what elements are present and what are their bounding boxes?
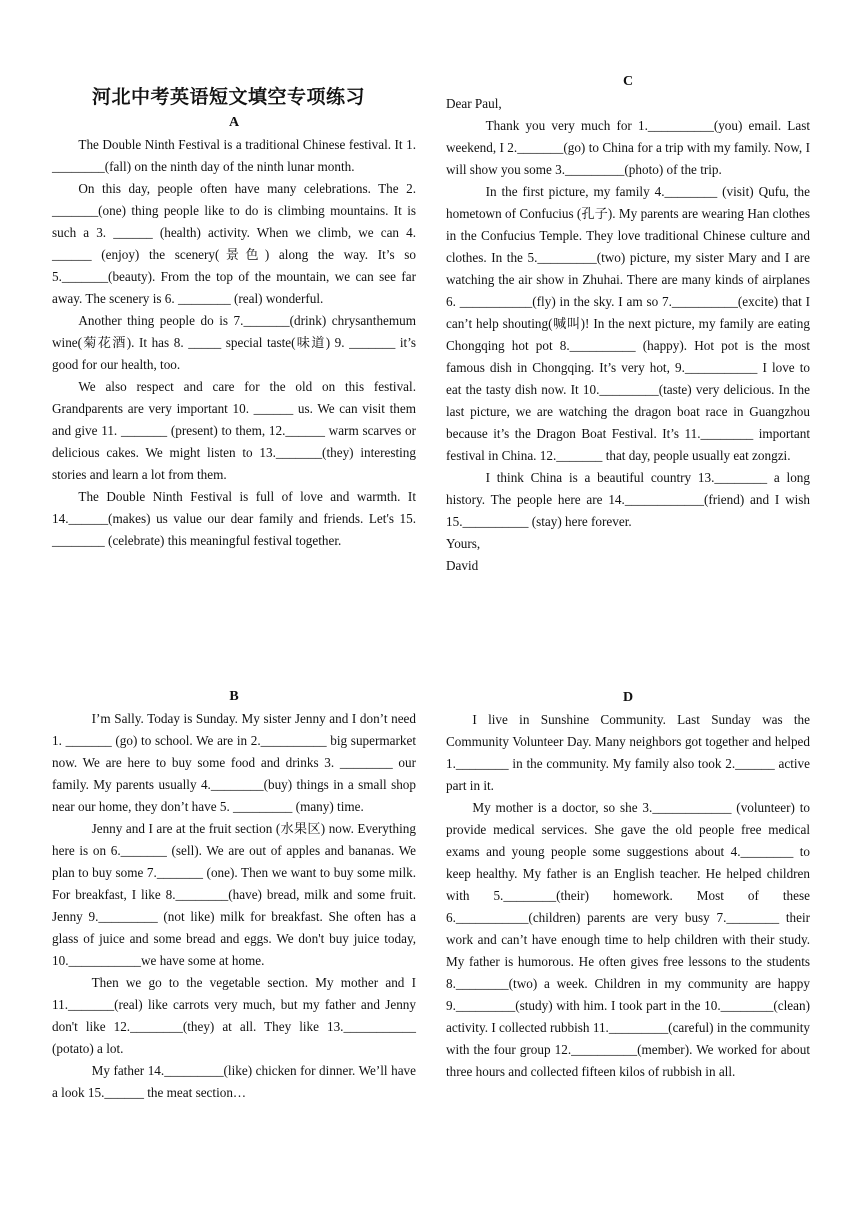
- letter-signature: David: [446, 558, 479, 573]
- section-c-heading: C: [622, 74, 634, 89]
- section-d-paragraph-2: My mother is a doctor, so she 3.____________ (volunteer) to provide medical services. She gave the old people free medical exams and young people some suggestions about 4.________ to keep healthy. My father is an English teacher. He helped children with 5.________(their) homework. Most of these 6.___________(children) parents are very busy 7.________ their work and can’t have enough time to help children with their study. My father is humorous. He often gives free lessons to the students 8.________(two) a week. Children in my community are happy 9._________(study) with him. I took part in the 10.________(clean) activity. I collected rubbish 11._________(careful) in the community with the four group 12.__________(member). We worked for about three hours and collected fifteen kilos of rubbish in all.: [446, 800, 810, 1079]
- section-a-paragraph-1: The Double Ninth Festival is a traditional Chinese festival. It 1. ________(fall) on the ninth day of the ninth lunar month.: [52, 137, 416, 174]
- section-b-paragraph-2: Jenny and I are at the fruit section (水果区) now. Everything here is on 6._______ (sell). We are out of apples and bananas. We plan to buy some 7._______ (one). Then we want to buy some milk. For breakfast, I like 8.________(have) bread, milk and some fruit. Jenny 9._________ (not like) milk for breakfast. She often has a glass of juice and some bread and eggs. We don't buy juice today, 10.___________we have some at home.: [52, 821, 416, 968]
- section-c-paragraph-2: In the first picture, my family 4.________ (visit) Qufu, the hometown of Confucius (孔子). My parents are wearing Han clothes in the Confucius Temple. They love traditional Chinese culture and clothes. In the 5._________(two) picture, my sister Mary and I are watching the air show in Zhuhai. There are many kinds of airplanes 6. ___________(fly) in the sky. I am so 7.__________(excite) that I can’t help shouting(喊叫)! In the next picture, my family are eating Chongqing hot pot 8.__________ (happy). Hot pot is the most famous dish in Chongqing. It’s very hot, 9.___________ I love to eat the tasty dish now. It 10._________(taste) very delicious. In the last picture, we are watching the dragon boat race in Guangzhou because it’s the Dragon Boat Festival. It’s 11.________ important festival in China. 12._______ that day, people usually eat zongzi.: [446, 184, 810, 463]
- section-c-paragraph-1: Thank you very much for 1.__________(you) email. Last weekend, I 2._______(go) to China for a trip with my family. Now, I will show you some 3._________(photo) of the trip.: [446, 118, 810, 177]
- section-b-heading: B: [229, 689, 239, 704]
- section-c: [446, 71, 810, 577]
- section-d-heading: D: [622, 690, 634, 705]
- section-b-paragraph-1: I’m Sally. Today is Sunday. My sister Jenny and I don’t need 1. _______ (go) to school. We are in 2.__________ big supermarket now. We are here to buy some food and drinks 3. ________ our family. My parents usually 4.________(buy) things in a small shop near our home, they don’t have 5. _________ (many) time.: [52, 711, 416, 814]
- letter-greeting: Dear Paul,: [446, 96, 502, 111]
- section-a-paragraph-2: On this day, people often have many celebrations. The 2. _______(one) thing people like to do is climbing mountains. It is such a 3. ______ (health) activity. When we climb, we can 4. ______ (enjoy) the scenery(景色) along the way. It’s so 5._______(beauty). From the top of the mountain, we can see far away. The scenery is 6. ________ (real) wonderful.: [52, 181, 416, 306]
- page-title: 河北中考英语短文填空专项练习: [92, 86, 366, 108]
- section-a-paragraph-5: The Double Ninth Festival is full of love and warmth. It 14.______(makes) us value our dear family and friends. Let's 15. ________ (celebrate) this meaningful festival together.: [52, 489, 416, 548]
- section-b: [52, 686, 416, 1104]
- section-a-heading: A: [228, 115, 240, 130]
- section-b-paragraph-3: Then we go to the vegetable section. My mother and I 11._______(real) like carrots very much, but my father and Jenny don't like 12.________(they) at all. They like 13.___________ (potato) a lot.: [52, 975, 416, 1056]
- section-d-paragraph-1: I live in Sunshine Community. Last Sunday was the Community Volunteer Day. Many neighbors got together and helped 1.________ in the community. My family also took 2.______ active part in it.: [446, 712, 810, 793]
- section-d: [446, 687, 810, 1083]
- letter-closing: Yours,: [446, 536, 481, 551]
- section-a: [52, 112, 416, 552]
- section-b-paragraph-4: My father 14._________(like) chicken for dinner. We’ll have a look 15.______ the meat section…: [52, 1063, 416, 1100]
- section-a-paragraph-3: Another thing people do is 7._______(drink) chrysanthemum wine(菊花酒). It has 8. _____ special taste(味道) 9. _______ it’s good for our health, too.: [52, 313, 416, 372]
- section-c-paragraph-3: I think China is a beautiful country 13.________ a long history. The people here are 14.____________(friend) and I wish 15.__________ (stay) here forever.: [446, 470, 810, 529]
- section-a-paragraph-4: We also respect and care for the old on this festival. Grandparents are very important 10. ______ us. We can visit them and give 11. _______ (present) to them, 12.______ warm scarves or delicious cakes. We might listen to 13._______(they) interesting stories and learn a lot from them.: [52, 379, 416, 482]
